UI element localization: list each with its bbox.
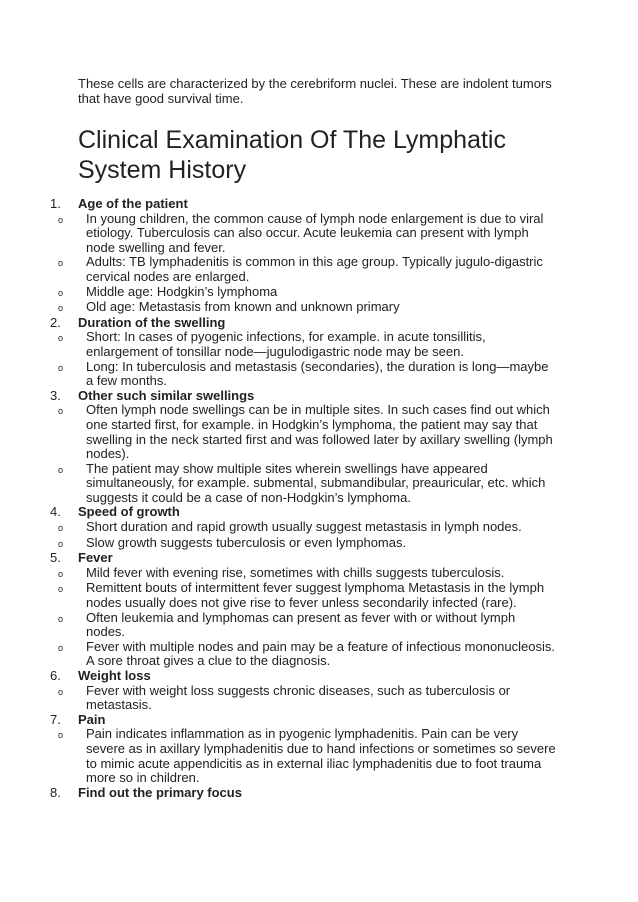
list-item-text: Remittent bouts of intermittent fever suggest lymphoma Metastasis in the lymph nodes usually does not give rise to fever unless secondarily infected (rare). [86,580,545,611]
list-item [50,403,560,461]
history-section [50,505,560,551]
history-section [50,197,560,316]
list-item-text: Mild fever with evening rise, sometimes with chills suggests tuberculosis. [86,564,505,580]
history-section [50,669,560,713]
bullet-icon: o [58,362,64,373]
section-heading: Find out the primary focus [78,784,242,800]
list-item [50,255,560,284]
bullet-icon: o [58,406,64,417]
list-item [50,462,560,506]
bullet-icon: o [58,642,64,653]
bullet-icon: o [58,303,64,314]
intro-paragraph: These cells are characterized by the cerebriform nuclei. These are indolent tumors that have good survival time. [78,76,552,106]
section-heading: Pain [78,711,106,727]
list-item-text: Fever with weight loss suggests chronic diseases, such as tuberculosis or metastasis. [86,682,511,713]
bullet-icon: o [58,287,64,298]
section-heading-row [50,669,560,684]
section-heading: Other such similar swellings [78,387,255,403]
list-item [50,520,560,536]
list-item [50,727,560,785]
list-item [50,330,560,359]
list-item-text: Old age: Metastasis from known and unknown primary [86,299,400,315]
bullet-icon: o [58,214,64,225]
list-item-text: Often lymph node swellings can be in multiple sites. In such cases find out which one started first, for example. in Hodgkin’s lymphoma, the patient may say that swelling in the neck started first and was followed later by axillary swelling (lymph nodes). [86,402,553,462]
section-heading-row [50,786,560,801]
bullet-icon: o [58,258,64,269]
history-section [50,389,560,506]
section-number: 1. [50,196,61,211]
section-number: 5. [50,550,61,566]
list-item-text: Slow growth suggests tuberculosis or even lymphomas. [86,534,407,550]
bullet-icon: o [58,568,64,579]
list-item [50,566,560,582]
bullet-icon: o [58,538,64,549]
section-heading-row [50,551,560,566]
bullet-icon: o [58,584,64,595]
bullet-icon: o [58,333,64,344]
list-item-text: The patient may show multiple sites wherein swellings have appeared simultaneously, for example. submental, submandibular, preauricular, etc. which suggests it could be a case of non-Hodgkin’s lymphoma. [86,460,546,505]
list-item [50,285,560,301]
list-item [50,611,560,640]
list-item [50,640,560,669]
bullet-icon: o [58,613,64,624]
section-heading-row [50,713,560,728]
section-title: Clinical Examination Of The Lymphatic System History [78,126,506,184]
history-section [50,316,560,389]
section-heading: Speed of growth [78,504,180,520]
section-number: 6. [50,668,61,683]
list-item-text: Long: In tuberculosis and metastasis (secondaries), the duration is long—maybe a few months. [86,358,549,389]
section-heading: Fever [78,550,113,566]
list-item [50,536,560,552]
section-number: 7. [50,711,61,727]
section-number: 8. [50,784,61,800]
section-heading-row [50,316,560,331]
list-item-text: Pain indicates inflammation as in pyogenic lymphadenitis. Pain can be very severe as in axillary lymphadenitis due to hand infections or sometimes so severe to mimic acute appendicitis as in external iliac lymphadenitis due to foot trauma more so in children. [86,726,556,786]
list-item [50,300,560,316]
list-item [50,684,560,713]
list-item-text: Adults: TB lymphadenitis is common in this age group. Typically jugulo-digastric cervical nodes are enlarged. [86,254,543,284]
list-item-text: Short duration and rapid growth usually suggest metastasis in lymph nodes. [86,519,522,535]
section-number: 3. [50,387,61,403]
section-number: 4. [50,504,61,520]
bullet-icon: o [58,523,64,534]
list-item [50,212,560,256]
list-item-text: Middle age: Hodgkin’s lymphoma [86,283,278,299]
list-item [50,360,560,389]
history-list [50,197,560,800]
section-heading: Weight loss [78,668,151,683]
section-heading-row [50,505,560,520]
list-item-text: Fever with multiple nodes and pain may be a feature of infectious mononucleosis. A sore throat gives a clue to the diagnosis. [86,638,555,669]
history-section [50,713,560,786]
bullet-icon: o [58,730,64,741]
section-heading: Duration of the swelling [78,314,226,330]
section-heading-row [50,197,560,212]
list-item [50,581,560,610]
history-section [50,551,560,669]
bullet-icon: o [58,464,64,475]
list-item-text: In young children, the common cause of lymph node enlargement is due to viral etiology. Tuberculosis can also occur. Acute leukemia can present with lymph node swelling and fever. [86,210,544,255]
history-section [50,786,560,801]
list-item-text: Often leukemia and lymphomas can present as fever with or without lymph nodes. [86,609,516,640]
bullet-icon: o [58,686,64,697]
list-item-text: Short: In cases of pyogenic infections, for example. in acute tonsillitis, enlargement of tonsillar node—jugulodigastric node may be seen. [86,329,486,359]
section-heading-row [50,389,560,404]
section-heading: Age of the patient [78,196,188,211]
section-number: 2. [50,314,61,330]
